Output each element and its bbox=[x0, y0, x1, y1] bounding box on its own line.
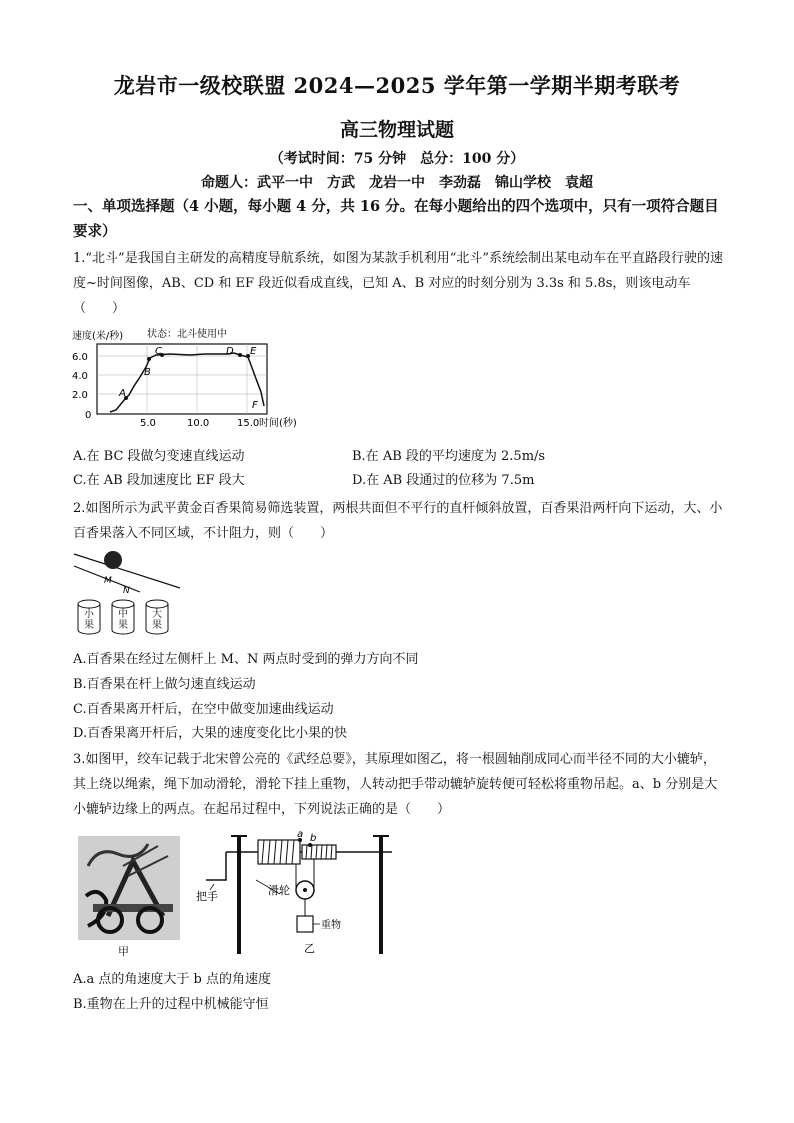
y-tick-6: 6.0 bbox=[72, 352, 88, 363]
question-1-option-b: B.在 AB 段的平均速度为 2.5m/s bbox=[352, 449, 546, 464]
question-3-option-b: B.重物在上升的过程中机械能守恒 bbox=[73, 997, 269, 1012]
handle-crank bbox=[206, 852, 226, 880]
bin-small-label: 小果 bbox=[84, 609, 94, 631]
label-m: M bbox=[104, 576, 112, 586]
question-2-stem: 2.如图所示为武平黄金百香果简易筛选装置，两根共面但不平行的直杆倾斜放置，百香果沿两杆向下运动，大、小百香果落入不同区域，不计阻力，则（ ） bbox=[73, 501, 723, 541]
y-tick-4: 4.0 bbox=[72, 371, 88, 382]
question-3-stem: 3.如图甲，绞车记载于北宋曾公亮的《武经总要》，其原理如图乙，将一根圆轴削成同心而半径不同的大小辘轳，其上绕以绳索，绳下加动滑轮，滑轮下挂上重物，人转动把手带动辘轳旋转便可轻松将重物吊起。a、b 分别是大小辘轳边缘上的两点。在起吊过程中，下列说法正确的是（ ） bbox=[73, 752, 718, 817]
point-a-label: A bbox=[119, 388, 126, 399]
point-e-label: E bbox=[250, 346, 257, 357]
y-tick-0: 0 bbox=[85, 410, 92, 421]
right-post bbox=[379, 836, 383, 954]
weight-block bbox=[297, 916, 313, 932]
point-f-label: F bbox=[252, 400, 258, 411]
label-n: N bbox=[123, 586, 130, 596]
label-pulley: 滑轮 bbox=[268, 884, 290, 897]
label-a: a bbox=[297, 829, 304, 840]
point-d-label: D bbox=[226, 346, 234, 357]
upper-rod bbox=[74, 554, 180, 588]
figure-yi-label: 乙 bbox=[304, 942, 315, 955]
question-1-option-d: D.在 AB 段通过的位移为 7.5m bbox=[352, 473, 535, 488]
left-post bbox=[237, 836, 241, 954]
question-3-option-a: A.a 点的角速度大于 b 点的角速度 bbox=[73, 972, 271, 987]
exam-info: （考试时间：75 分钟 总分：100 分） bbox=[269, 151, 525, 167]
graph-status: 状态：北斗使用中 bbox=[147, 329, 227, 340]
question-2-option-c: C.百香果离开杆后，在空中做变加速曲线运动 bbox=[73, 702, 334, 717]
bin-small-rim bbox=[78, 600, 100, 608]
x-tick-5: 5.0 bbox=[140, 418, 156, 429]
x-tick-10: 10.0 bbox=[187, 418, 210, 429]
question-2-option-b: B.百香果在杆上做匀速直线运动 bbox=[73, 677, 256, 692]
bin-medium-rim bbox=[112, 600, 134, 608]
label-handle: 把手 bbox=[196, 890, 218, 903]
section-heading: 一、单项选择题（4 小题，每小题 4 分，共 16 分。在每小题给出的四个选项中，只有一项符合题目要求） bbox=[73, 198, 719, 240]
bin-medium-label: 中果 bbox=[118, 609, 128, 631]
bin-large-label: 大果 bbox=[152, 609, 162, 631]
point-d-dot bbox=[238, 353, 242, 357]
velocity-time-graph bbox=[70, 322, 297, 440]
point-b-dot bbox=[147, 357, 151, 361]
point-b-label: B bbox=[144, 367, 151, 378]
exam-subtitle: 高三物理试题 bbox=[339, 119, 454, 141]
question-2-option-d: D.百香果离开杆后，大果的速度变化比小果的快 bbox=[73, 726, 348, 741]
question-1-option-a: A.在 BC 段做匀变速直线运动 bbox=[73, 449, 245, 464]
winch-schematic-figure bbox=[196, 828, 408, 956]
label-b: b bbox=[310, 833, 317, 844]
velocity-curve bbox=[110, 353, 264, 412]
passion-fruit bbox=[104, 551, 122, 569]
point-c-label: C bbox=[155, 346, 162, 357]
graph-xlabel: 时间(秒) bbox=[259, 418, 297, 429]
x-tick-15: 15.0 bbox=[237, 418, 260, 429]
label-weight: 重物 bbox=[321, 920, 341, 931]
y-tick-2: 2.0 bbox=[72, 390, 88, 401]
winch-photo-figure bbox=[78, 836, 180, 940]
question-1-stem: 1.“北斗”是我国自主研发的高精度导航系统，如图为某款手机利用“北斗”系统绘制出某电动车在平直路段行驶的速度~时间图像，AB、CD 和 EF 段近似看成直线，已知 A、B 对应的时刻分别为 3.3s 和 5.8s，则该电动车（ ） bbox=[73, 251, 723, 316]
bin-large-rim bbox=[146, 600, 168, 608]
exam-title: 龙岩市一级校联盟 2024—2025 学年第一学期半期考联考 bbox=[113, 73, 681, 98]
figure-jia-label: 甲 bbox=[118, 945, 129, 958]
exam-authors: 命题人：武平一中 方武 龙岩一中 李劲磊 锦山学校 袁超 bbox=[201, 175, 593, 191]
question-1-option-c: C.在 AB 段加速度比 EF 段大 bbox=[73, 473, 245, 488]
question-2-option-a: A.百香果在经过左侧杆上 M、N 两点时受到的弹力方向不同 bbox=[73, 652, 419, 667]
graph-ylabel: 速度(米/秒) bbox=[72, 331, 124, 342]
